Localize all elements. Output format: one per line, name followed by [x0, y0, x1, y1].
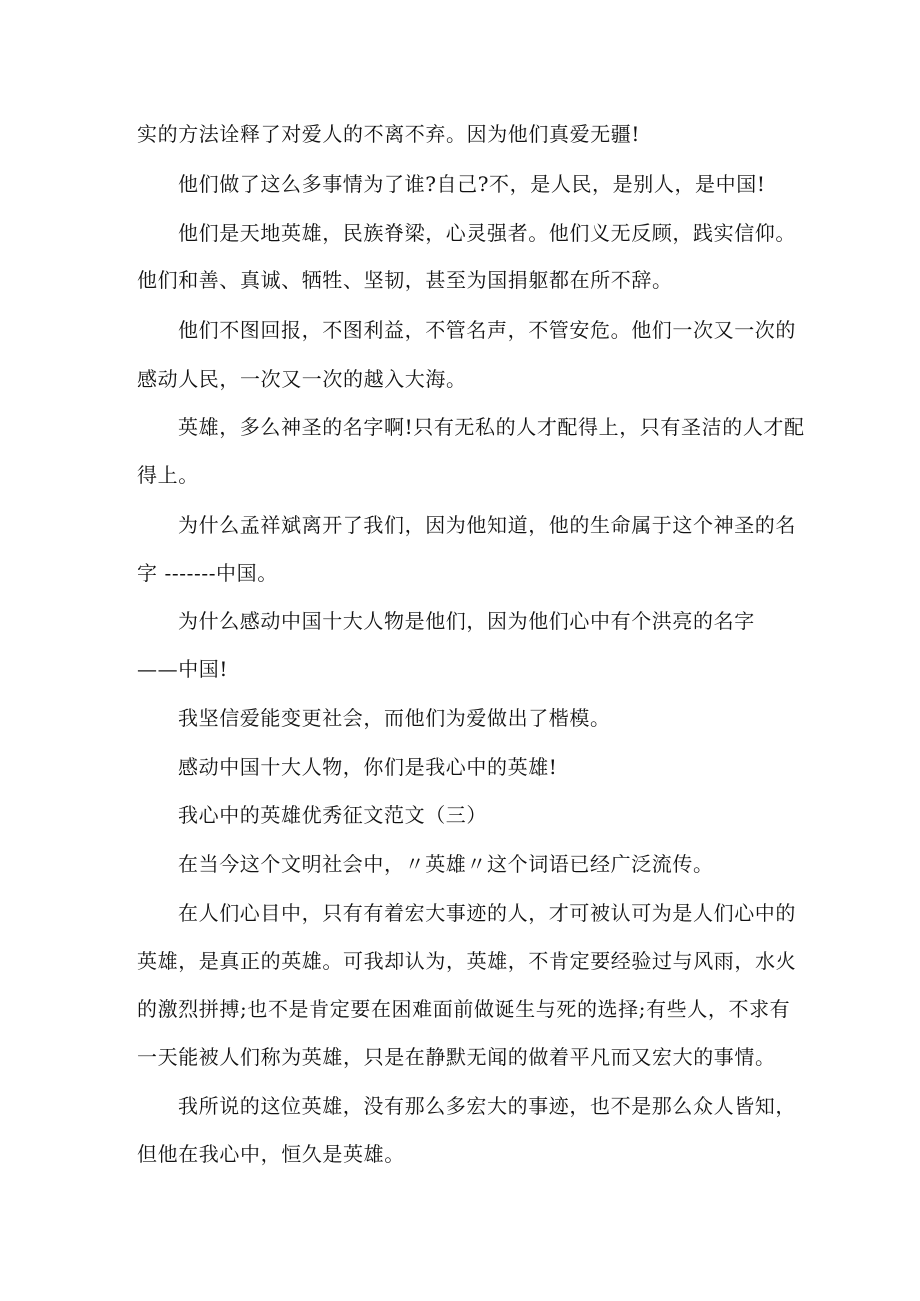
section-heading: 我心中的英雄优秀征文范文（三） — [178, 803, 487, 827]
text-line-5: 他们不图回报，不图利益，不管名声，不管安危。他们一次又一次的 — [178, 318, 796, 342]
text-line-13: 我坚信爱能变更社会，而他们为爱做出了楷模。 — [178, 706, 611, 730]
text-line-3: 他们是天地英雄，民族脊梁，心灵强者。他们义无反顾，践实信仰。 — [178, 221, 796, 245]
text-line-16: 在当今这个文明社会中，〃英雄〃这个词语已经广泛流传。 — [178, 852, 714, 876]
text-line-21: 我所说的这位英雄，没有那么多宏大的事迹，也不是那么众人皆知， — [178, 1094, 796, 1118]
text-line-22: 但他在我心中，恒久是英雄。 — [137, 1142, 405, 1166]
text-line-18: 英雄，是真正的英雄。可我却认为，英雄，不肯定要经验过与风雨，水火 — [137, 949, 797, 973]
text-line-8: 得上。 — [137, 463, 199, 487]
text-line-14: 感动中国十大人物，你们是我心中的英雄! — [178, 755, 558, 779]
text-line-19: 的激烈拼搏;也不是肯定要在困难面前做诞生与死的选择;有些人，不求有 — [137, 997, 791, 1021]
text-line-1: 实的方法诠释了对爱人的不离不弃。因为他们真爱无疆! — [137, 122, 641, 146]
text-line-6: 感动人民，一次又一次的越入大海。 — [137, 367, 467, 391]
text-line-4: 他们和善、真诚、牺牲、坚韧，甚至为国捐躯都在所不辞。 — [137, 268, 673, 292]
text-line-9: 为什么孟祥斌离开了我们，因为他知道，他的生命属于这个神圣的名 — [178, 513, 796, 537]
text-line-12: ——中国! — [137, 657, 229, 681]
text-line-7: 英雄，多么神圣的名字啊!只有无私的人才配得上，只有圣洁的人才配 — [178, 415, 805, 439]
text-line-10: 字 -------中国。 — [137, 561, 278, 585]
text-line-11: 为什么感动中国十大人物是他们，因为他们心中有个洪亮的名字 — [178, 609, 755, 633]
text-line-2: 他们做了这么多事情为了谁?自己?不，是人民，是别人，是中国! — [178, 172, 766, 196]
text-line-17: 在人们心目中，只有有着宏大事迹的人，才可被认可为是人们心中的 — [178, 901, 796, 925]
text-line-20: 一天能被人们称为英雄，只是在静默无闻的做着平凡而又宏大的事情。 — [137, 1045, 776, 1069]
